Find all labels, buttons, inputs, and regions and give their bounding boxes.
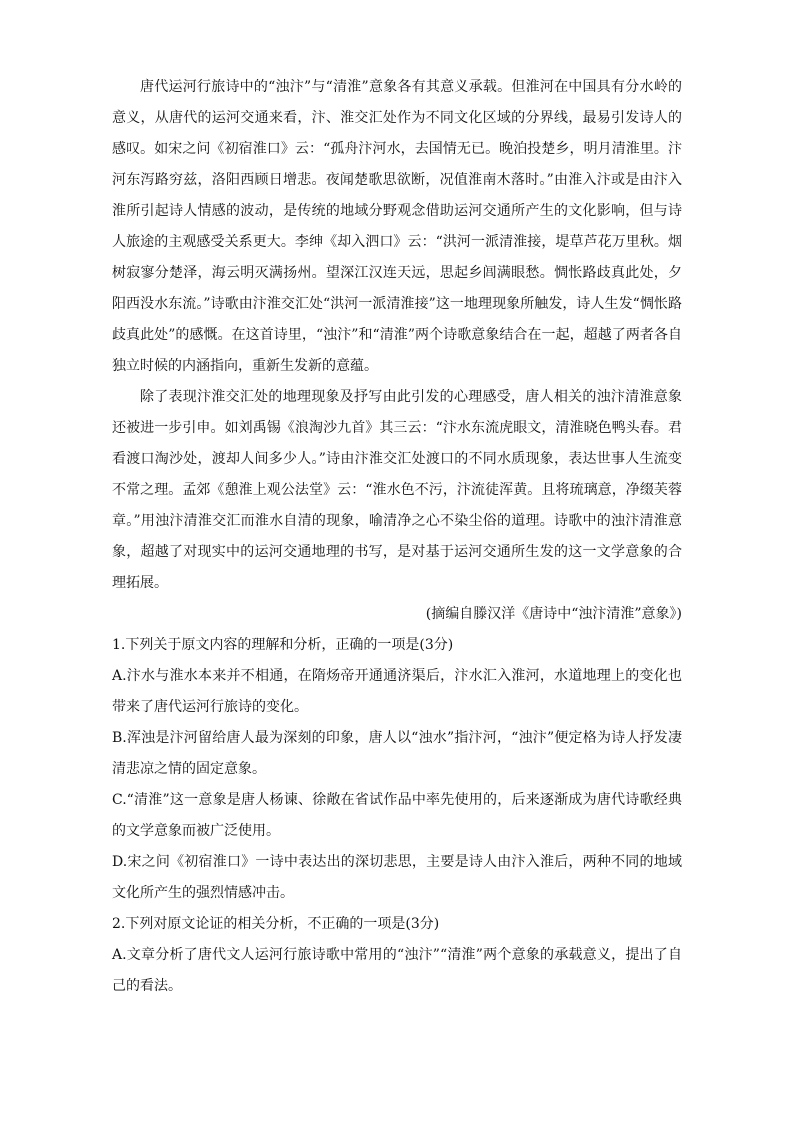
passage-paragraph-2: 除了表现汴淮交汇处的地理现象及抒写由此引发的心理感受，唐人相关的浊汴清淮意象还被进一步引申。如刘禹锡《浪淘沙九首》其三云：“汴水东流虎眼文，清淮晓色鸭头春。君看渡口淘沙处，渡却人间多少人。”诗由汴淮交汇处渡口的不同水质现象，表达世事人生流变不常之理。孟郊《憩淮上观公法堂》云：“淮水色不污，汴流徒浑黄。且将琉璃意，净缀芙蓉章。”用浊汴清淮交汇而淮水自清的现象，喻清净之心不染尘俗的道理。诗歌中的浊汴清淮意象，超越了对现实中的运河交通地理的书写，是对基于运河交通所生发的这一文学意象的合理拓展。 — [112, 389, 682, 591]
option-c: C.“清淮”这一意象是唐人杨谏、徐敞在省试作品中率先使用的，后来逐渐成为唐代诗歌经典的文学意象而被广泛使用。 — [112, 792, 682, 839]
option-a: A.汴水与淮水本来并不相通，在隋炀帝开通通济渠后，汴水汇入淮河，水道地理上的变化也带来了唐代运河行旅诗的变化。 — [112, 668, 682, 715]
question-2 — [112, 909, 682, 1002]
question-stem: 1.下列关于原文内容的理解和分析，正确的一项是(3分) — [112, 637, 454, 653]
document-page — [112, 72, 682, 1002]
option-b: B.浑浊是汴河留给唐人最为深刻的印象，唐人以“浊水”指汴河，“浊汴”便定格为诗人抒发凄清悲凉之情的固定意象。 — [112, 730, 682, 777]
option-d: D.宋之问《初宿淮口》一诗中表达出的深切悲思，主要是诗人由汴入淮后，两种不同的地域文化所产生的强烈情感冲击。 — [112, 854, 682, 901]
question-1 — [112, 630, 682, 909]
question-stem: 2.下列对原文论证的相关分析，不正确的一项是(3分) — [112, 916, 440, 932]
passage-source: (摘编自滕汉洋《唐诗中“浊汴清淮”意象》) — [425, 606, 682, 622]
option-a: A.文章分析了唐代文人运河行旅诗歌中常用的“浊汴”“清淮”两个意象的承载意义，提出了自己的看法。 — [112, 947, 682, 994]
passage-paragraph-1: 唐代运河行旅诗中的“浊汴”与“清淮”意象各有其意义承载。但淮河在中国具有分水岭的意义，从唐代的运河交通来看，汴、淮交汇处作为不同文化区域的分界线，最易引发诗人的感叹。如宋之问《初宿淮口》云：“孤舟汴河水，去国情无已。晚泊投楚乡，明月清淮里。汴河东泻路穷兹，洛阳西顾日增悲。夜闻楚歌思欲断，况值淮南木落时。”由淮入汴或是由汴入淮所引起诗人情感的波动，是传统的地域分野观念借助运河交通所产生的文化影响，但与诗人旅途的主观感受关系更大。李绅《却入泗口》云：“洪河一派清淮接，堤草芦花万里秋。烟树寂寥分楚泽，海云明灭满扬州。望深江汉连天远，思起乡闾满眼愁。惆怅路歧真此处，夕阳西没水东流。”诗歌由汴淮交汇处“洪河一派清淮接”这一地理现象所触发，诗人生发“惆怅路歧真此处”的感慨。在这首诗里，“浊汴”和“清淮”两个诗歌意象结合在一起，超越了两者各自独立时候的内涵指向，重新生发新的意蕴。 — [112, 79, 682, 374]
